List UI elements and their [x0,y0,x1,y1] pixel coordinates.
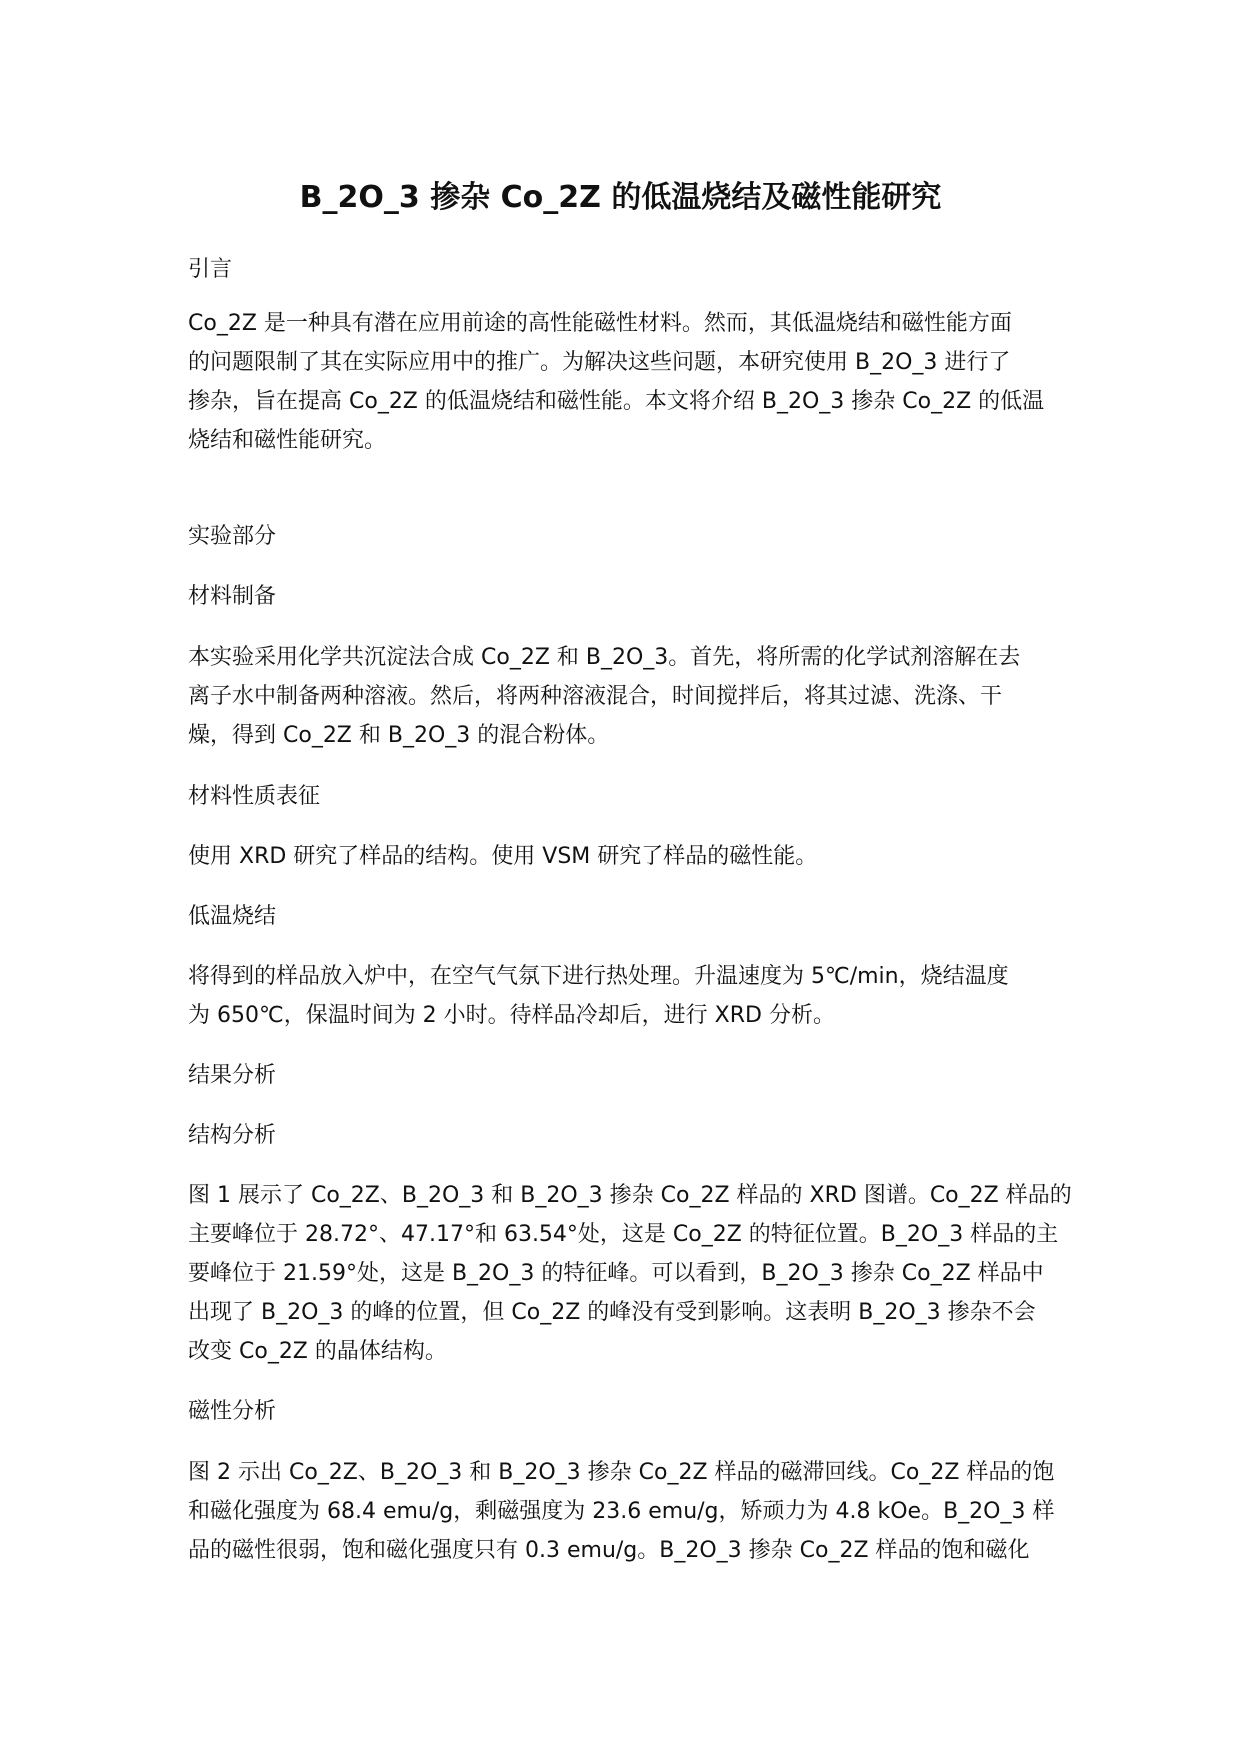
paragraph-characterization [188,837,1058,876]
paragraph-line: 改变 Co_2Z 的晶体结构。 [188,1339,447,1364]
paragraph-line: 品的磁性很弱，饱和磁化强度只有 0.3 emu/g。B_2O_3 掺杂 Co_2Z 样品的饱和磁化 [188,1538,1030,1563]
heading-text: 材料制备 [188,584,277,609]
heading-text: 实验部分 [188,524,277,549]
heading-text: 引言 [188,257,233,282]
paragraph-line: 的问题限制了其在实际应用中的推广。为解决这些问题，本研究使用 B_2O_3 进行了 [188,350,1011,375]
paragraph-sintering [188,957,1058,1035]
paragraph-line: 为 650℃，保温时间为 2 小时。待样品冷却后，进行 XRD 分析。 [188,1003,835,1028]
paragraph-line: 出现了 B_2O_3 的峰的位置，但 Co_2Z 的峰没有受到影响。这表明 B_2O_3 掺杂不会 [188,1300,1036,1325]
paragraph-line: 燥，得到 Co_2Z 和 B_2O_3 的混合粉体。 [188,723,610,748]
heading-intro [188,250,1058,289]
heading-sintering [188,897,1058,936]
heading-structure [188,1116,1058,1155]
paragraph-line: 离子水中制备两种溶液。然后，将两种溶液混合，时间搅拌后，将其过滤、洗涤、干 [188,684,1003,709]
paragraph-line: 和磁化强度为 68.4 emu/g，剩磁强度为 23.6 emu/g，矫顽力为 4.8 kOe。B_2O_3 样 [188,1499,1055,1524]
heading-magnetic [188,1392,1058,1431]
paragraph-line: 掺杂，旨在提高 Co_2Z 的低温烧结和磁性能。本文将介绍 B_2O_3 掺杂 Co_2Z 的低温 [188,389,1045,414]
heading-results [188,1056,1058,1095]
paragraph-line: 要峰位于 21.59°处，这是 B_2O_3 的特征峰。可以看到，B_2O_3 掺杂 Co_2Z 样品中 [188,1261,1044,1286]
heading-experiment [188,517,1058,556]
heading-preparation [188,577,1058,616]
paragraph-line: 图 1 展示了 Co_2Z、B_2O_3 和 B_2O_3 掺杂 Co_2Z 样品的 XRD 图谱。Co_2Z 样品的 [188,1183,1072,1208]
paragraph-line: 将得到的样品放入炉中，在空气气氛下进行热处理。升温速度为 5℃/min，烧结温度 [188,964,1009,989]
paragraph-intro [188,304,1058,460]
paragraph-line: 图 2 示出 Co_2Z、B_2O_3 和 B_2O_3 掺杂 Co_2Z 样品的磁滞回线。Co_2Z 样品的饱 [188,1460,1055,1485]
heading-text: 低温烧结 [188,904,277,929]
heading-text: 结构分析 [188,1123,277,1148]
paragraph-line: Co_2Z 是一种具有潜在应用前途的高性能磁性材料。然而，其低温烧结和磁性能方面 [188,311,1012,336]
paragraph-structure [188,1176,1072,1371]
heading-text: 结果分析 [188,1063,277,1088]
document-title: B_2O_3 掺杂 Co_2Z 的低温烧结及磁性能研究 [299,180,942,215]
paragraph-line: 烧结和磁性能研究。 [188,428,387,453]
paragraph-line: 主要峰位于 28.72°、47.17°和 63.54°处，这是 Co_2Z 的特征位置。B_2O_3 样品的主 [188,1222,1059,1247]
heading-text: 磁性分析 [188,1399,277,1424]
paragraph-line: 使用 XRD 研究了样品的结构。使用 VSM 研究了样品的磁性能。 [188,844,818,869]
paragraph-line: 本实验采用化学共沉淀法合成 Co_2Z 和 B_2O_3。首先，将所需的化学试剂溶解在去 [188,645,1021,670]
paragraph-magnetic [188,1453,1058,1570]
paragraph-preparation [188,638,1058,755]
heading-characterization [188,777,1058,816]
heading-text: 材料性质表征 [188,784,321,809]
